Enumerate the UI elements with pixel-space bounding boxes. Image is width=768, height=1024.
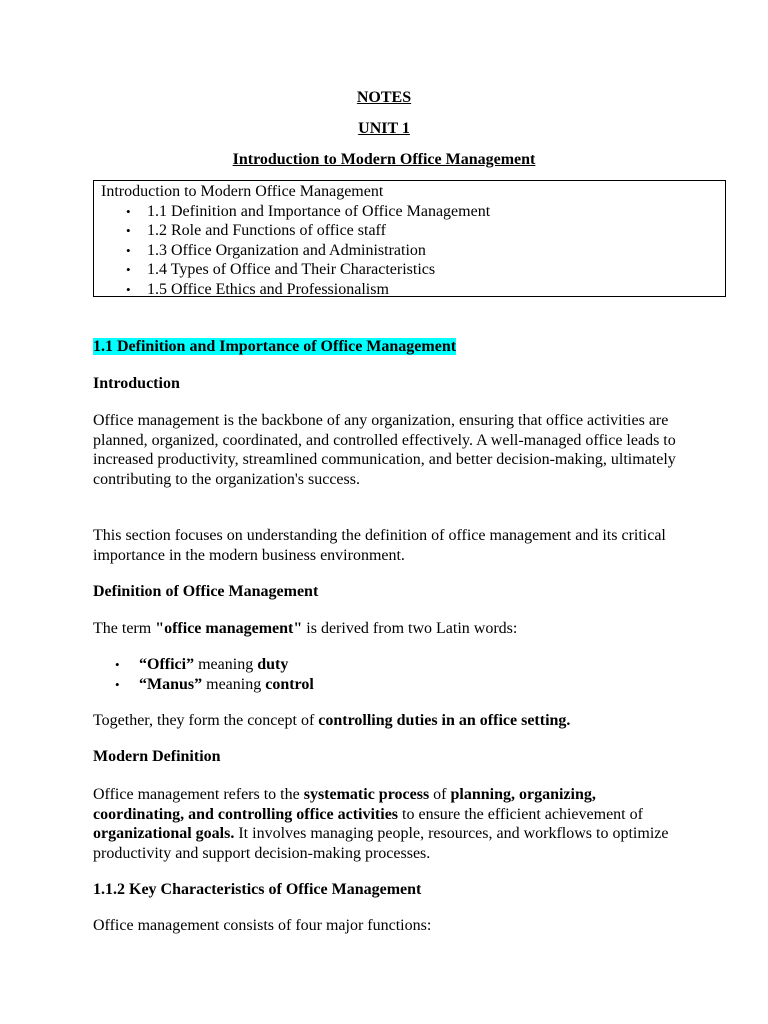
- introduction-heading: Introduction: [93, 375, 180, 392]
- key-characteristics-paragraph: Office management consists of four major functions:: [93, 917, 432, 934]
- key-characteristics-heading: 1.1.2 Key Characteristics of Office Management: [93, 881, 422, 898]
- section-heading: [93, 337, 683, 357]
- intro-paragraph-2: This section focuses on understanding the definition of office management and its critical importance in the modern business environment.: [93, 527, 666, 564]
- modern-text: It involves managing people, resources, and workflows to optimize productivity and support decision-making processes.: [93, 825, 669, 862]
- modern-text: of: [429, 786, 451, 803]
- together-text-bold: controlling duties in an office setting.: [318, 712, 571, 729]
- notes-heading: NOTES: [356, 89, 412, 106]
- section-heading-highlight: 1.1 Definition and Importance of Office Management: [93, 338, 457, 355]
- toc-item: • 1.1 Definition and Importance of Office Management: [147, 202, 725, 222]
- term-text-bold: "office management": [155, 620, 303, 637]
- toc-item: • 1.4 Types of Office and Their Characteristics: [147, 260, 725, 280]
- latin-word: “Offici”: [139, 656, 195, 673]
- toc-list: [101, 202, 725, 300]
- term-text-pre: The term: [93, 620, 156, 637]
- modern-bold: planning, organizing, coordinating, and controlling office activities: [93, 786, 596, 823]
- list-item: [139, 655, 314, 675]
- latin-words-list: [93, 655, 314, 694]
- latin-word: “Manus”: [139, 675, 203, 693]
- modern-definition-paragraph: [93, 785, 688, 863]
- modern-bold: systematic process: [303, 786, 430, 803]
- definition-heading: Definition of Office Management: [93, 583, 319, 600]
- modern-text: to ensure the efficient achievement of: [398, 805, 643, 823]
- toc-item: • 1.2 Role and Functions of office staff: [147, 221, 725, 241]
- term-text-post: is derived from two Latin words:: [302, 620, 518, 637]
- latin-gloss: duty: [257, 656, 289, 673]
- latin-gloss: control: [265, 675, 314, 693]
- modern-bold: organizational goals.: [93, 825, 235, 843]
- toc-item: • 1.3 Office Organization and Administration: [147, 241, 725, 261]
- meaning-text: meaning: [194, 656, 258, 673]
- intro-paragraph-1: Office management is the backbone of any organization, ensuring that office activities are planned, organized, coordinated, and controlled effectively. A well-managed office leads to increased productivity, streamlined communication, and better decision-making, ultimately contributing to the organization's success.: [93, 412, 676, 488]
- toc-heading: Introduction to Modern Office Management: [101, 183, 384, 200]
- term-paragraph: [93, 619, 683, 639]
- table-of-contents: [93, 180, 726, 297]
- unit-heading: UNIT 1: [358, 120, 410, 137]
- together-text-pre: Together, they form the concept of: [93, 712, 319, 729]
- modern-definition-heading: Modern Definition: [93, 748, 221, 765]
- together-paragraph: [93, 711, 683, 731]
- modern-text: Office management refers to the: [93, 786, 304, 803]
- document-title: Introduction to Modern Office Management: [232, 151, 536, 168]
- meaning-text: meaning: [202, 675, 266, 693]
- toc-item: • 1.5 Office Ethics and Professionalism: [147, 280, 725, 300]
- list-item: [139, 675, 314, 695]
